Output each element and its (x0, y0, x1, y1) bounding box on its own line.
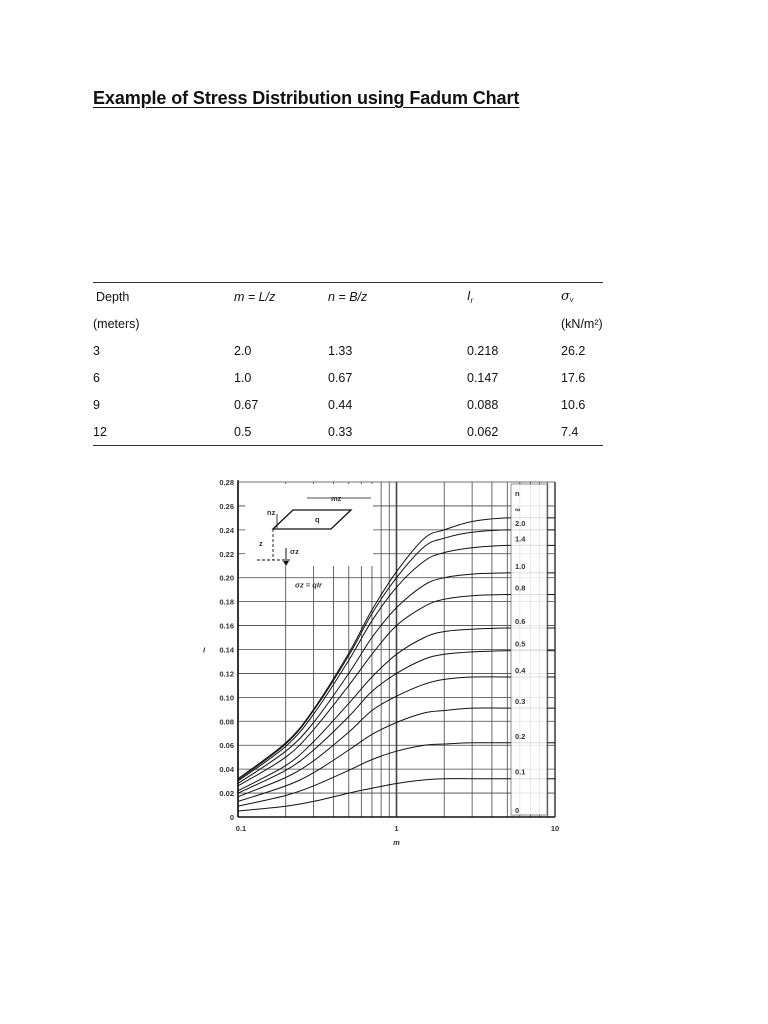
curve-label-n-∞: ∞ (515, 504, 521, 514)
cell-m: 0.67 (234, 397, 259, 412)
document-title: Example of Stress Distribution using Fadum Chart (93, 88, 520, 108)
cell-m: 0.5 (234, 418, 328, 446)
header-ir (467, 283, 561, 311)
sigma-subscript: v (569, 297, 574, 304)
curve-label-n-0.2: 0.2 (515, 731, 526, 741)
curve-label-n-0.3: 0.3 (515, 697, 526, 707)
fadum-chart-svg (195, 470, 585, 855)
y-tick-label: 0.10 (219, 693, 234, 703)
y-tick-label: 0.12 (219, 669, 234, 679)
curve-label-n-0: 0 (515, 806, 520, 815)
x-tick-label: 0.1 (235, 824, 247, 833)
sigma-symbol: σ (561, 289, 570, 304)
curve-label-n-0.6: 0.6 (515, 616, 526, 626)
cell-depth: 3 (93, 343, 100, 358)
cell-n: 0.33 (328, 418, 467, 446)
cell-ir: 0.218 (467, 343, 499, 358)
header-sigma-unit: (kN/m²) (561, 316, 603, 331)
curve-label-n-0.4: 0.4 (515, 666, 526, 676)
table-row (93, 337, 603, 364)
table-row (93, 364, 603, 391)
header-n: n = B/z (328, 283, 467, 311)
cell-sigma: 7.4 (561, 418, 603, 446)
x-axis-title: m (393, 838, 400, 847)
y-tick-label: 0.18 (219, 597, 234, 607)
y-tick-label: 0 (229, 813, 234, 822)
inset-background (245, 484, 373, 566)
table-row (93, 418, 603, 446)
y-tick-label: 0.06 (219, 741, 234, 751)
x-tick-label: 1 (394, 824, 399, 833)
cell-depth: 9 (93, 397, 100, 412)
cell-depth: 6 (93, 370, 100, 385)
cell-m: 2.0 (234, 343, 252, 358)
inset-mz-label: mz (331, 494, 342, 503)
inset-sigma-label: σz (290, 547, 299, 556)
cell-ir: 0.147 (467, 370, 499, 385)
table-unit-row (93, 310, 603, 337)
curve-label-n-0.5: 0.5 (515, 639, 526, 649)
cell-depth: 12 (93, 418, 234, 446)
header-m: m = L/z (234, 283, 328, 311)
header-sigma (561, 283, 603, 311)
fadum-chart (195, 470, 585, 855)
curve-label-n-0.1: 0.1 (515, 767, 526, 777)
y-tick-label: 0.20 (219, 573, 234, 583)
y-axis-title: I (203, 645, 206, 655)
inset-q-label: q (315, 515, 320, 524)
loading-diagram-inset (245, 484, 373, 566)
cell-sigma: 17.6 (561, 370, 586, 385)
x-tick-label: 10 (550, 824, 560, 833)
curve-label-n-0.8: 0.8 (515, 583, 526, 593)
inset-z-label: z (259, 539, 263, 548)
y-tick-label: 0.24 (219, 525, 234, 535)
curve-label-n-1.4: 1.4 (515, 534, 526, 544)
cell-n: 0.67 (328, 370, 353, 385)
table-header-row (93, 283, 603, 311)
curve-label-n-2.0: 2.0 (515, 518, 526, 528)
cell-ir: 0.088 (467, 397, 499, 412)
y-tick-label: 0.04 (219, 765, 234, 775)
cell-n: 1.33 (328, 343, 353, 358)
y-tick-label: 0.16 (219, 621, 234, 631)
y-tick-label: 0.26 (219, 501, 234, 511)
cell-ir: 0.062 (467, 418, 561, 446)
n-legend-title: n (515, 489, 520, 498)
formula-label: σz = qIr (295, 580, 322, 590)
ir-symbol: I (467, 288, 471, 303)
cell-sigma: 10.6 (561, 397, 586, 412)
cell-m: 1.0 (234, 370, 252, 385)
cell-sigma: 26.2 (561, 343, 586, 358)
y-tick-label: 0.14 (219, 645, 234, 655)
table-row (93, 391, 603, 418)
y-tick-label: 0.28 (219, 478, 234, 487)
cell-n: 0.44 (328, 397, 353, 412)
inset-nz-label: nz (267, 508, 276, 517)
ir-subscript: r (470, 295, 474, 305)
stress-table (93, 282, 603, 446)
y-tick-label: 0.08 (219, 717, 234, 727)
curve-label-n-1.0: 1.0 (515, 561, 526, 571)
header-depth: Depth (93, 283, 234, 311)
y-tick-label: 0.22 (219, 549, 234, 559)
y-tick-label: 0.02 (219, 789, 234, 799)
header-depth-unit: (meters) (93, 316, 140, 331)
